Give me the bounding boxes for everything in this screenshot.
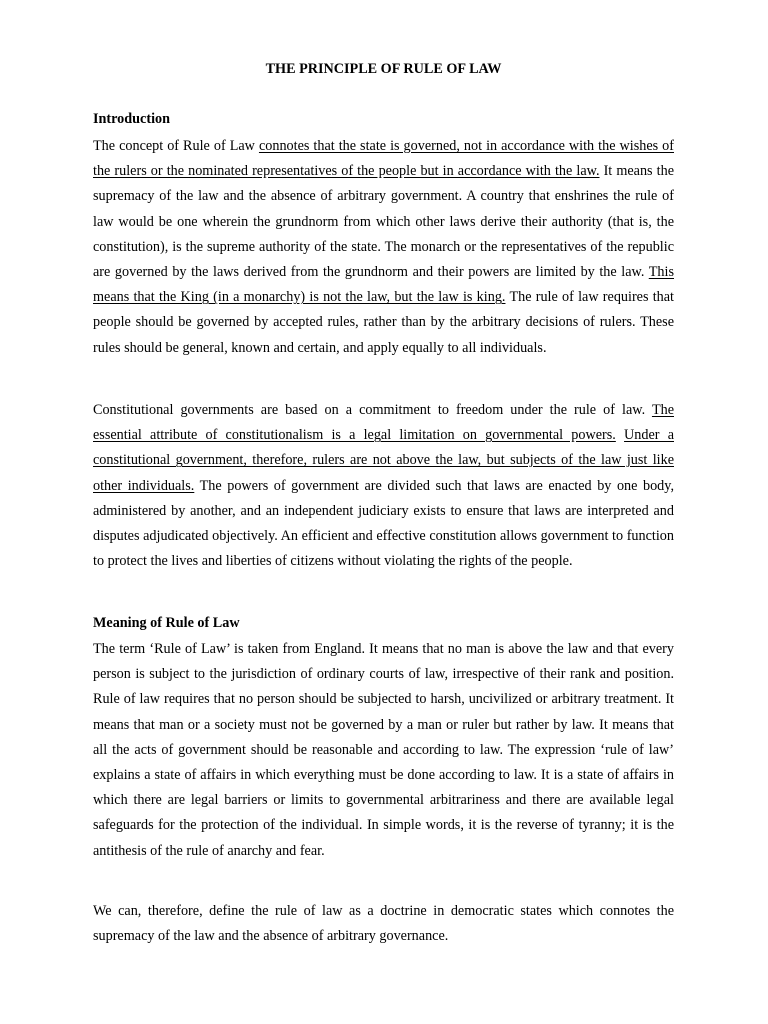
- text-run: The rule of law requires that people should be governed by accepted rules, rather than by the arbitrary decisions of rulers. These rules should be general, known and certain, and apply equally to all individuals.: [93, 289, 674, 356]
- text-run: Constitutional governments are based on a commitment to freedom under the rule of law.: [93, 402, 652, 418]
- text-run: It means the supremacy of the law and the absence of arbitrary government. A country that enshrines the rule of law would be one wherein the grundnorm from which other laws derive their authority (that is, the constitution), is the supreme authority of the state. The monarch or the representatives of the republic are governed by the laws derived from the grundnorm and their powers are limited by the law.: [93, 163, 674, 281]
- text-run: [616, 427, 624, 443]
- underlined-text: connotes that the state is governed, not in accordance with the wishes of the rulers or the nominated representatives of the people but in accordance with the law.: [93, 138, 674, 180]
- underlined-text: This means that the King (in a monarchy) is not the law, but the law is king.: [93, 264, 674, 306]
- section-heading-meaning: Meaning of Rule of Law: [93, 615, 240, 631]
- text-run: The powers of government are divided such that laws are enacted by one body, administered by another, and an independent judiciary exists to ensure that laws are interpreted and disputes adjudicated objectively. An efficient and effective constitution allows government to function to protect the lives and liberties of citizens without violating the rights of the people.: [93, 477, 674, 570]
- paragraph-introduction-1: [93, 134, 674, 361]
- paragraph-meaning-1: The term ‘Rule of Law’ is taken from England. It means that no man is above the law and that every person is subject to the jurisdiction of ordinary courts of law, irrespective of their rank and position. Rule of law requires that no person should be subjected to harsh, uncivilized or arbitrary treatment. It means that man or a society must not be governed by a man or ruler but rather by law. It means that all the acts of government should be reasonable and according to law. The expression ‘rule of law’ explains a state of affairs in which everything must be done according to law. It is a state of affairs in which there are legal barriers or limits to governmental arbitrariness and there are available legal safeguards for the protection of the individual. In simple words, it is the reverse of tyranny; it is the antithesis of the rule of anarchy and fear.: [93, 641, 674, 859]
- paragraph-meaning-2: We can, therefore, define the rule of law as a doctrine in democratic states which connotes the supremacy of the law and the absence of arbitrary governance.: [93, 903, 674, 945]
- section-heading-introduction: Introduction: [93, 111, 170, 127]
- underlined-text: The essential attribute of constitutionalism is a legal limitation on governmental powers.: [93, 402, 674, 444]
- paragraph-introduction-2: [93, 398, 674, 574]
- text-run: The concept of Rule of Law: [93, 138, 259, 154]
- document-title: THE PRINCIPLE OF RULE OF LAW: [265, 61, 502, 77]
- underlined-text: Under a constitutional government, therefore, rulers are not above the law, but subjects of the law just like other individuals.: [93, 427, 674, 494]
